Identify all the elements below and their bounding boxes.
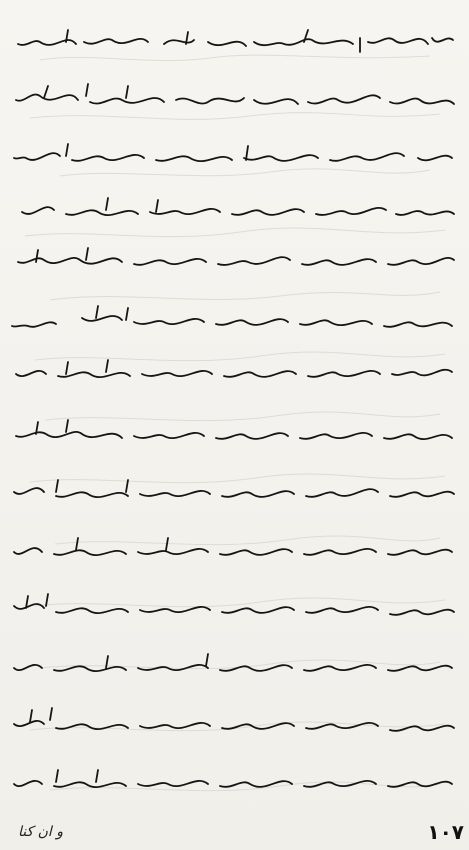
text-line (8, 414, 460, 460)
text-line (8, 588, 460, 634)
text-line (8, 190, 460, 236)
text-line (8, 240, 460, 286)
text-line (8, 300, 460, 346)
text-line (8, 136, 460, 182)
text-line (8, 472, 460, 518)
text-line (8, 704, 460, 750)
text-line (8, 352, 460, 398)
text-line (8, 530, 460, 576)
text-line (8, 762, 460, 808)
text-line (8, 20, 460, 66)
catchword: و ان کنا (18, 824, 63, 840)
page-number: ١٠٧ (427, 820, 464, 844)
text-line (8, 78, 460, 124)
text-line (8, 646, 460, 692)
page-footer (0, 820, 469, 848)
